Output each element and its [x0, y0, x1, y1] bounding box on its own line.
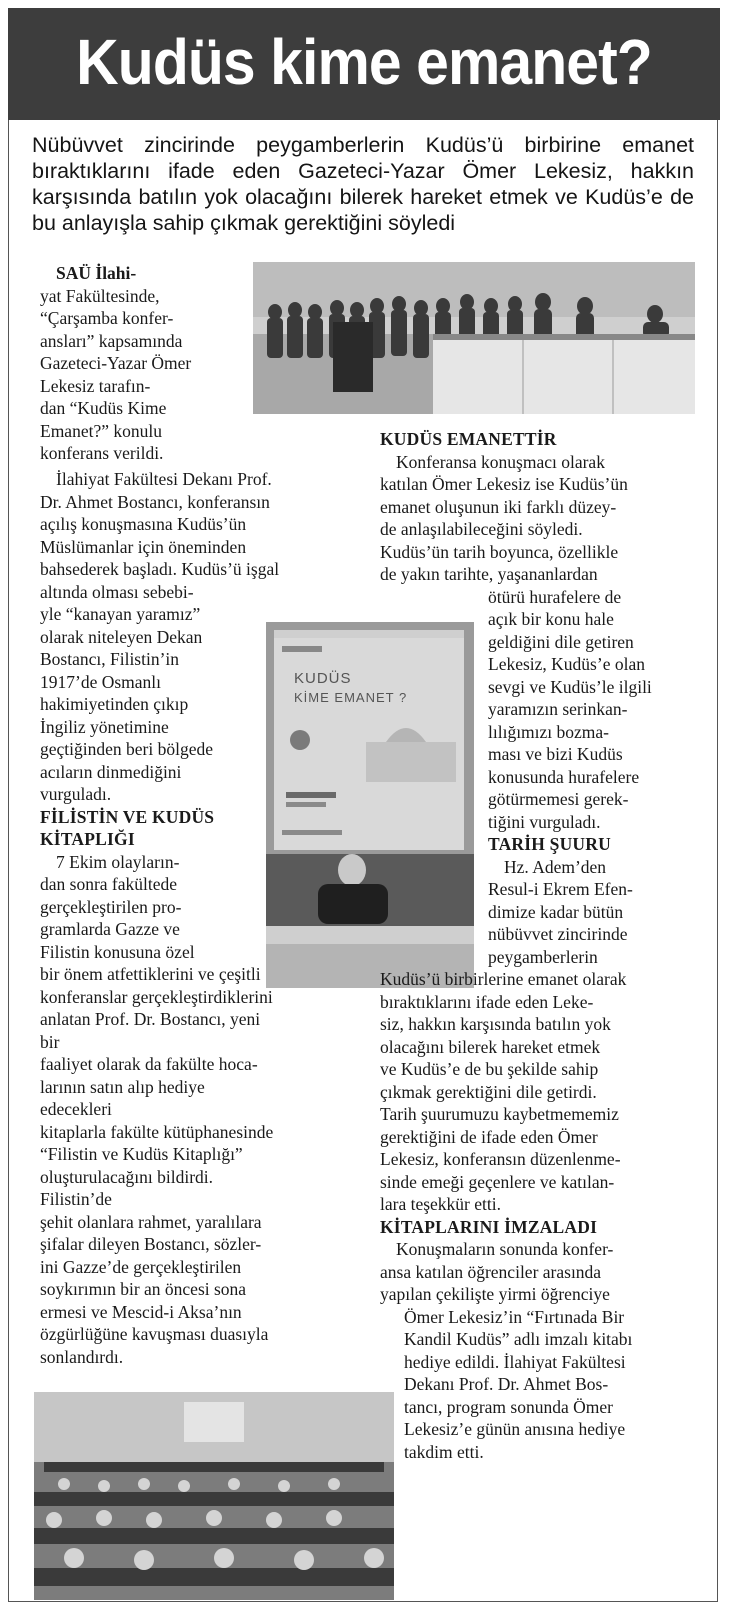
para-line: İlahiyat Fakültesi Dekanı Prof.: [56, 469, 272, 489]
para-intro-line: yat Fakültesinde,: [40, 285, 160, 306]
para-line: geçtiğinden beri bölgede: [40, 739, 213, 759]
para-line: bıraktıklarını ifade eden Leke-: [380, 991, 594, 1012]
para-line: emanet oluşunun iki farklı düzey-: [380, 496, 617, 517]
para-line: dimize kadar bütün: [488, 901, 624, 922]
para-line: ve Kudüs’e de bu şekilde sahip: [380, 1059, 599, 1079]
para-imzaladi: [380, 1238, 710, 1463]
para-intro-line: ansları” kapsamında: [40, 330, 183, 351]
para-line: kitaplarla fakülte kütüphanesinde: [40, 1121, 274, 1142]
para-intro: [40, 262, 255, 465]
left-column: [40, 262, 255, 465]
para-intro-line: “Çarşamba konfer-: [40, 308, 174, 328]
para-line: Lekesiz, Kudüs’e olan: [488, 654, 645, 674]
para-intro-line: dan “Kudüs Kime: [40, 398, 167, 418]
para-line: lara teşekkür etti.: [380, 1194, 501, 1214]
para-line: “Filistin ve Kudüs Kitaplığı”: [40, 1144, 243, 1164]
para-line: ansa katılan öğrenciler arasında: [380, 1261, 602, 1282]
para-line: Lekesiz, konferansın düzenlenme-: [380, 1149, 621, 1169]
para-line: ötürü hurafelere de: [488, 586, 622, 607]
para-intro-line: Lekesiz tarafın-: [40, 375, 151, 396]
para-line: şehit olanlara rahmet, yaralılara: [40, 1211, 262, 1232]
subhead-imzaladi: KİTAPLARINI İMZALADI: [380, 1216, 598, 1237]
headline: Kudüs kime emanet?: [76, 26, 652, 98]
para-line: özgürlüğüne kavuşması duasıyla: [40, 1324, 269, 1344]
para-line: geldiğini dile getiren: [488, 631, 634, 652]
para-line: Kudüs’ün tarih boyunca, özellikle: [380, 541, 619, 562]
para-tarih: [380, 856, 710, 1216]
para-line: hakimiyetinden çıkıp: [40, 694, 189, 714]
left-column-p2: [40, 468, 280, 1368]
para-line: çıkmak gerektiğini dile getirdi.: [380, 1081, 597, 1102]
para-line: bahsederek başladı. Kudüs’ü işgal: [40, 559, 280, 579]
para-line: altında olması sebebi-: [40, 581, 194, 602]
lead-paragraph: Nübüvvet zincirinde peygamberlerin Kudüs’ü birbirine emanet bıraktıklarını ifade eden Gazeteci-Yazar Ömer Lekesiz, hakkın karşısında batılın yok olacağını bilerek hareket etmek ve Kudüs’e de bu anlayışla sahip çıkmak gerektiğini söyledi: [32, 133, 694, 235]
para-line: Müslümanlar için öneminden: [40, 536, 247, 557]
para-line: de yakın tarihte, yaşananlardan: [380, 564, 598, 584]
para-line: gerektiğini de ifade eden Ömer: [380, 1126, 598, 1147]
para-line: takdim etti.: [404, 1441, 484, 1462]
para-line: 7 Ekim olayların-: [56, 851, 180, 872]
para-line: larının satın alıp hediye edecekleri: [40, 1076, 205, 1119]
para-line: oluşturulacağını bildirdi. Filistin’de: [40, 1166, 214, 1209]
para-line: olarak niteleyen Dekan: [40, 626, 203, 647]
para-intro-line: konferans verildi.: [40, 443, 164, 463]
para-line: soykırımın bir an öncesi sona: [40, 1279, 247, 1299]
para-intro-line: SAÜ İlahi-: [56, 263, 137, 283]
para-line: olacağını bilerek hareket etmek: [380, 1036, 601, 1057]
para-line: Kandil Kudüs” adlı imzalı kitabı: [404, 1329, 633, 1349]
para-line: Hz. Adem’den: [504, 856, 607, 877]
para-line: de anlaşılabileceğini söyledi.: [380, 519, 583, 539]
para-line: gramlarda Gazze ve: [40, 919, 180, 939]
para-line: Tarih şuurumuzu kaybetmememiz: [380, 1104, 619, 1124]
para-emanettir: [380, 451, 710, 834]
para-line: siz, hakkın karşısında batılın yok: [380, 1014, 611, 1034]
subhead-line: KİTAPLIĞI: [40, 829, 135, 849]
para-line: sinde emeği geçenlere ve katılan-: [380, 1171, 615, 1192]
group-photo: [253, 262, 695, 414]
para-line: katılan Ömer Lekesiz ise Kudüs’ün: [380, 474, 628, 494]
subhead-filistin: [40, 806, 280, 851]
para-line: Filistin konusuna özel: [40, 941, 195, 962]
para-line: bir önem atfettiklerini ve çeşitli: [40, 964, 261, 984]
para-line: sonlandırdı.: [40, 1346, 124, 1367]
para-intro-line: Gazeteci-Yazar Ömer: [40, 353, 192, 373]
para-line: ermesi ve Mescid-i Aksa’nın: [40, 1301, 242, 1322]
para-line: açık bir konu hale: [488, 609, 614, 629]
para-line: sevgi ve Kudüs’le ilgili: [488, 676, 652, 697]
para-line: lılığımızı bozma-: [488, 721, 610, 742]
para-line: şifalar dileyen Bostancı, sözler-: [40, 1234, 262, 1254]
para-line: Resul-i Ekrem Efen-: [488, 879, 633, 899]
para-line: hediye edildi. İlahiyat Fakültesi: [404, 1351, 626, 1372]
para-line: Kudüs’ü birbirlerine emanet olarak: [380, 969, 627, 989]
para-line: ini Gazze’de gerçekleştirilen: [40, 1256, 242, 1277]
para-line: Ömer Lekesiz’in “Fırtınada Bir: [404, 1306, 625, 1327]
para-line: Konuşmaların sonunda konfer-: [396, 1239, 614, 1259]
para-line: Lekesiz’e günün anısına hediye: [404, 1419, 626, 1439]
headline-banner: [8, 8, 720, 120]
para-line: anlatan Prof. Dr. Bostancı, yeni bir: [40, 1009, 261, 1052]
para-line: Dekanı Prof. Dr. Ahmet Bos-: [404, 1374, 609, 1394]
para-line: Dr. Ahmet Bostancı, konferansın: [40, 491, 270, 512]
slide-title-line1: KUDÜS: [294, 670, 352, 687]
para-line: açılış konuşmasına Kudüs’ün: [40, 514, 247, 534]
para-filistin: [40, 851, 280, 1369]
para-intro-line: Emanet?” konulu: [40, 420, 162, 441]
slide-title-line2: KİME EMANET ?: [294, 690, 408, 705]
para-line: ması ve bizi Kudüs: [488, 744, 623, 764]
audience-photo: [34, 1392, 394, 1600]
para-line: İngiliz yönetimine: [40, 716, 169, 737]
para-dean-opening: [40, 468, 280, 806]
para-line: yaramızın serinkan-: [488, 699, 628, 719]
para-line: Bostancı, Filistin’in: [40, 649, 180, 669]
para-line: nübüvvet zincirinde: [488, 924, 628, 944]
para-line: faaliyet olarak da fakülte hoca-: [40, 1054, 258, 1074]
para-line: tancı, program sonunda Ömer: [404, 1396, 613, 1417]
subhead-emanettir: KUDÜS EMANETTİR: [380, 429, 557, 449]
subhead-tarih: TARİH ŞUURU: [488, 834, 611, 854]
para-line: yle “kanayan yaramız”: [40, 604, 201, 624]
para-line: dan sonra fakültede: [40, 874, 178, 894]
para-line: 1917’de Osmanlı: [40, 671, 162, 692]
para-line: acıların dinmediğini: [40, 761, 182, 782]
para-line: gerçekleştirilen pro-: [40, 896, 182, 917]
para-line: konusunda hurafelere: [488, 766, 640, 787]
para-line: konferanslar gerçekleştirdiklerini: [40, 986, 273, 1007]
right-column: [380, 428, 710, 1463]
para-line: peygamberlerin: [488, 946, 598, 967]
para-line: yapılan çekilişte yirmi öğrenciye: [380, 1284, 610, 1304]
para-line: Konferansa konuşmacı olarak: [396, 451, 605, 472]
subhead-line: FİLİSTİN VE KUDÜS: [40, 806, 215, 827]
para-line: götürmemesi gerek-: [488, 789, 629, 809]
para-line: vurguladı.: [40, 784, 112, 804]
para-line: tiğini vurguladı.: [488, 811, 601, 832]
